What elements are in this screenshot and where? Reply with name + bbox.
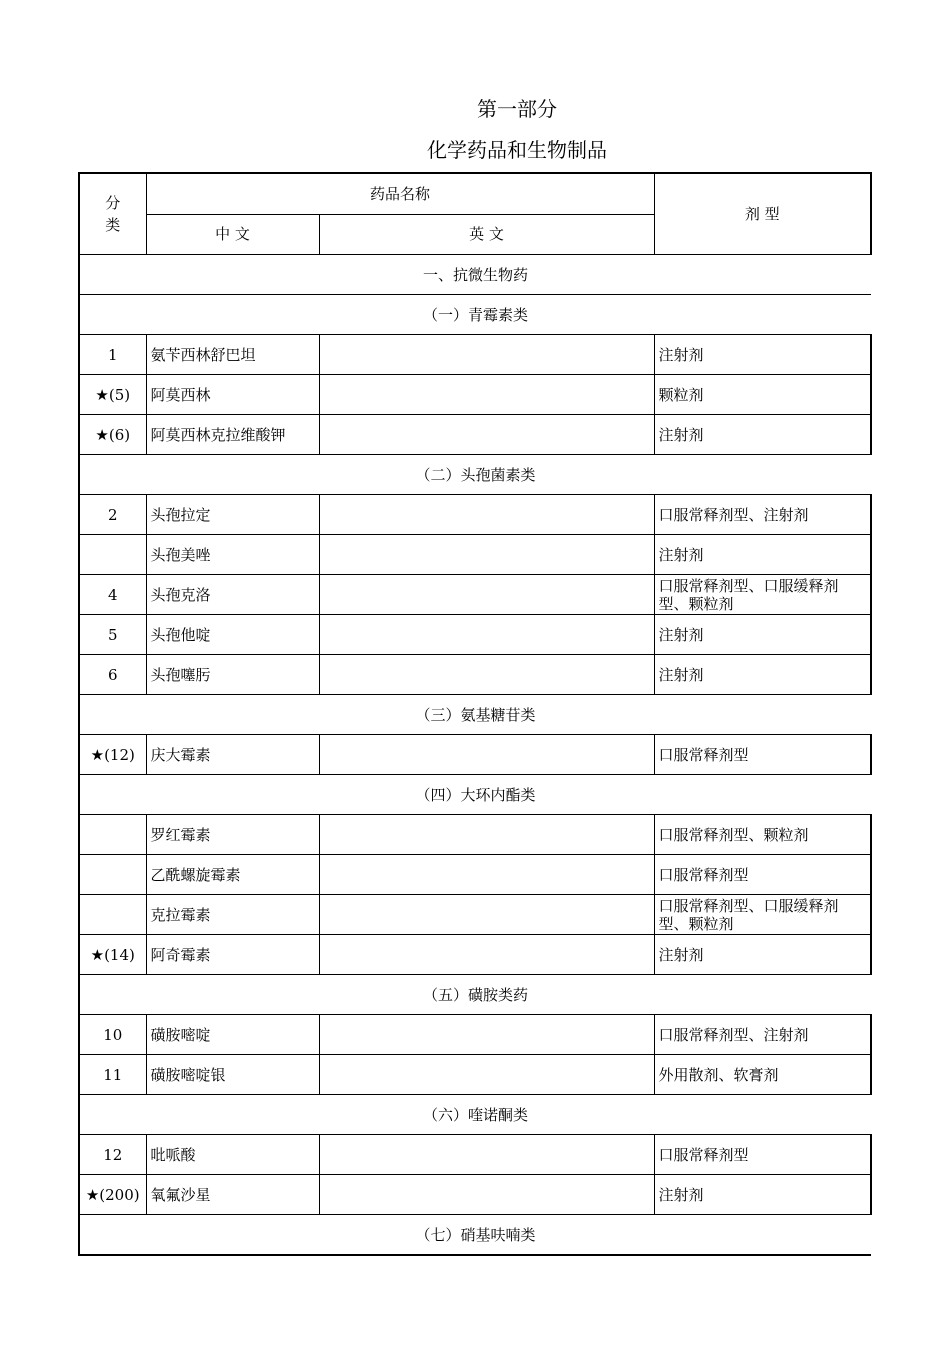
category-number: 6	[79, 655, 146, 695]
table-row	[79, 895, 871, 935]
dosage-form: 注射剂	[654, 615, 871, 655]
drug-english-name	[319, 1055, 654, 1095]
drug-chinese-name: 头孢噻肟	[146, 655, 319, 695]
drug-chinese-name: 庆大霉素	[146, 735, 319, 775]
drug-chinese-name: 氨苄西林舒巴坦	[146, 335, 319, 375]
table-row	[79, 1175, 871, 1215]
section-row	[79, 295, 871, 335]
table-row	[79, 655, 871, 695]
section-row	[79, 255, 871, 295]
table-row	[79, 495, 871, 535]
drug-english-name	[319, 895, 654, 935]
drug-english-name	[319, 935, 654, 975]
dosage-form: 口服常释剂型、注射剂	[654, 1015, 871, 1055]
dosage-form: 注射剂	[654, 535, 871, 575]
drug-name-header: 药品名称	[146, 173, 654, 214]
part-title: 第一部分	[477, 97, 557, 121]
drug-english-name	[319, 335, 654, 375]
category-number: 2	[79, 495, 146, 535]
table-row	[79, 375, 871, 415]
document-title: 化学药品和生物制品	[427, 138, 607, 162]
section-heading: （四）大环内酯类	[79, 775, 871, 815]
section-heading: 一、抗微生物药	[79, 255, 871, 295]
drug-chinese-name: 阿莫西林克拉维酸钾	[146, 415, 319, 455]
dosage-form: 口服常释剂型、注射剂	[654, 495, 871, 535]
category-number: ★(5)	[79, 375, 146, 415]
drug-english-name	[319, 655, 654, 695]
category-number	[79, 895, 146, 935]
drug-chinese-name: 氧氟沙星	[146, 1175, 319, 1215]
drug-english-name	[319, 815, 654, 855]
table-row	[79, 1055, 871, 1095]
section-heading: （六）喹诺酮类	[79, 1095, 871, 1135]
dosage-form: 口服常释剂型	[654, 855, 871, 895]
header-row	[79, 173, 871, 214]
drug-english-name	[319, 735, 654, 775]
drug-chinese-name: 乙酰螺旋霉素	[146, 855, 319, 895]
category-number	[79, 855, 146, 895]
table-row	[79, 615, 871, 655]
drug-chinese-name: 阿奇霉素	[146, 935, 319, 975]
dosage-form: 颗粒剂	[654, 375, 871, 415]
section-row	[79, 695, 871, 735]
table-row	[79, 735, 871, 775]
category-number: 1	[79, 335, 146, 375]
dosage-form: 注射剂	[654, 655, 871, 695]
table-row	[79, 935, 871, 975]
dosage-form: 口服常释剂型	[654, 1135, 871, 1175]
drug-chinese-name: 头孢拉定	[146, 495, 319, 535]
section-heading: （一）青霉素类	[79, 295, 871, 335]
category-number	[79, 535, 146, 575]
category-number: ★(12)	[79, 735, 146, 775]
section-row	[79, 775, 871, 815]
english-header: 英 文	[319, 214, 654, 255]
chinese-header: 中 文	[146, 214, 319, 255]
drug-chinese-name: 克拉霉素	[146, 895, 319, 935]
table-row	[79, 815, 871, 855]
table-row	[79, 1015, 871, 1055]
drug-english-name	[319, 1175, 654, 1215]
category-number: 11	[79, 1055, 146, 1095]
table-row	[79, 855, 871, 895]
dosage-form: 注射剂	[654, 1175, 871, 1215]
category-number: 5	[79, 615, 146, 655]
section-heading: （七）硝基呋喃类	[79, 1215, 871, 1256]
section-heading: （五）磺胺类药	[79, 975, 871, 1015]
section-heading: （三）氨基糖苷类	[79, 695, 871, 735]
drug-english-name	[319, 1015, 654, 1055]
dosage-form: 注射剂	[654, 415, 871, 455]
drug-chinese-name: 磺胺嘧啶银	[146, 1055, 319, 1095]
dosage-form: 口服常释剂型、口服缓释剂型、颗粒剂	[654, 575, 871, 615]
section-row	[79, 1095, 871, 1135]
drug-chinese-name: 磺胺嘧啶	[146, 1015, 319, 1055]
drug-english-name	[319, 415, 654, 455]
drug-chinese-name: 头孢他啶	[146, 615, 319, 655]
drug-english-name	[319, 535, 654, 575]
category-number: 10	[79, 1015, 146, 1055]
category-number	[79, 815, 146, 855]
drug-english-name	[319, 495, 654, 535]
table-row	[79, 415, 871, 455]
table-row	[79, 1135, 871, 1175]
section-row	[79, 455, 871, 495]
drug-chinese-name: 头孢克洛	[146, 575, 319, 615]
drug-english-name	[319, 1135, 654, 1175]
dosage-form: 口服常释剂型、颗粒剂	[654, 815, 871, 855]
drug-english-name	[319, 575, 654, 615]
drug-english-name	[319, 615, 654, 655]
drug-english-name	[319, 375, 654, 415]
drug-english-name	[319, 855, 654, 895]
category-number: ★(200)	[79, 1175, 146, 1215]
category-header: 分 类	[79, 173, 146, 255]
drug-chinese-name: 吡哌酸	[146, 1135, 319, 1175]
drug-chinese-name: 罗红霉素	[146, 815, 319, 855]
form-header: 剂 型	[654, 173, 871, 255]
category-number: ★(6)	[79, 415, 146, 455]
table-row	[79, 335, 871, 375]
dosage-form: 口服常释剂型	[654, 735, 871, 775]
category-number: 12	[79, 1135, 146, 1175]
section-heading: （二）头孢菌素类	[79, 455, 871, 495]
dosage-form: 注射剂	[654, 935, 871, 975]
dosage-form: 外用散剂、软膏剂	[654, 1055, 871, 1095]
category-number: ★(14)	[79, 935, 146, 975]
section-row	[79, 1215, 871, 1256]
dosage-form: 口服常释剂型、口服缓释剂型、颗粒剂	[654, 895, 871, 935]
drug-chinese-name: 头孢美唑	[146, 535, 319, 575]
table-row	[79, 535, 871, 575]
table-row	[79, 575, 871, 615]
dosage-form: 注射剂	[654, 335, 871, 375]
drug-table	[78, 172, 872, 1256]
category-number: 4	[79, 575, 146, 615]
section-row	[79, 975, 871, 1015]
drug-chinese-name: 阿莫西林	[146, 375, 319, 415]
